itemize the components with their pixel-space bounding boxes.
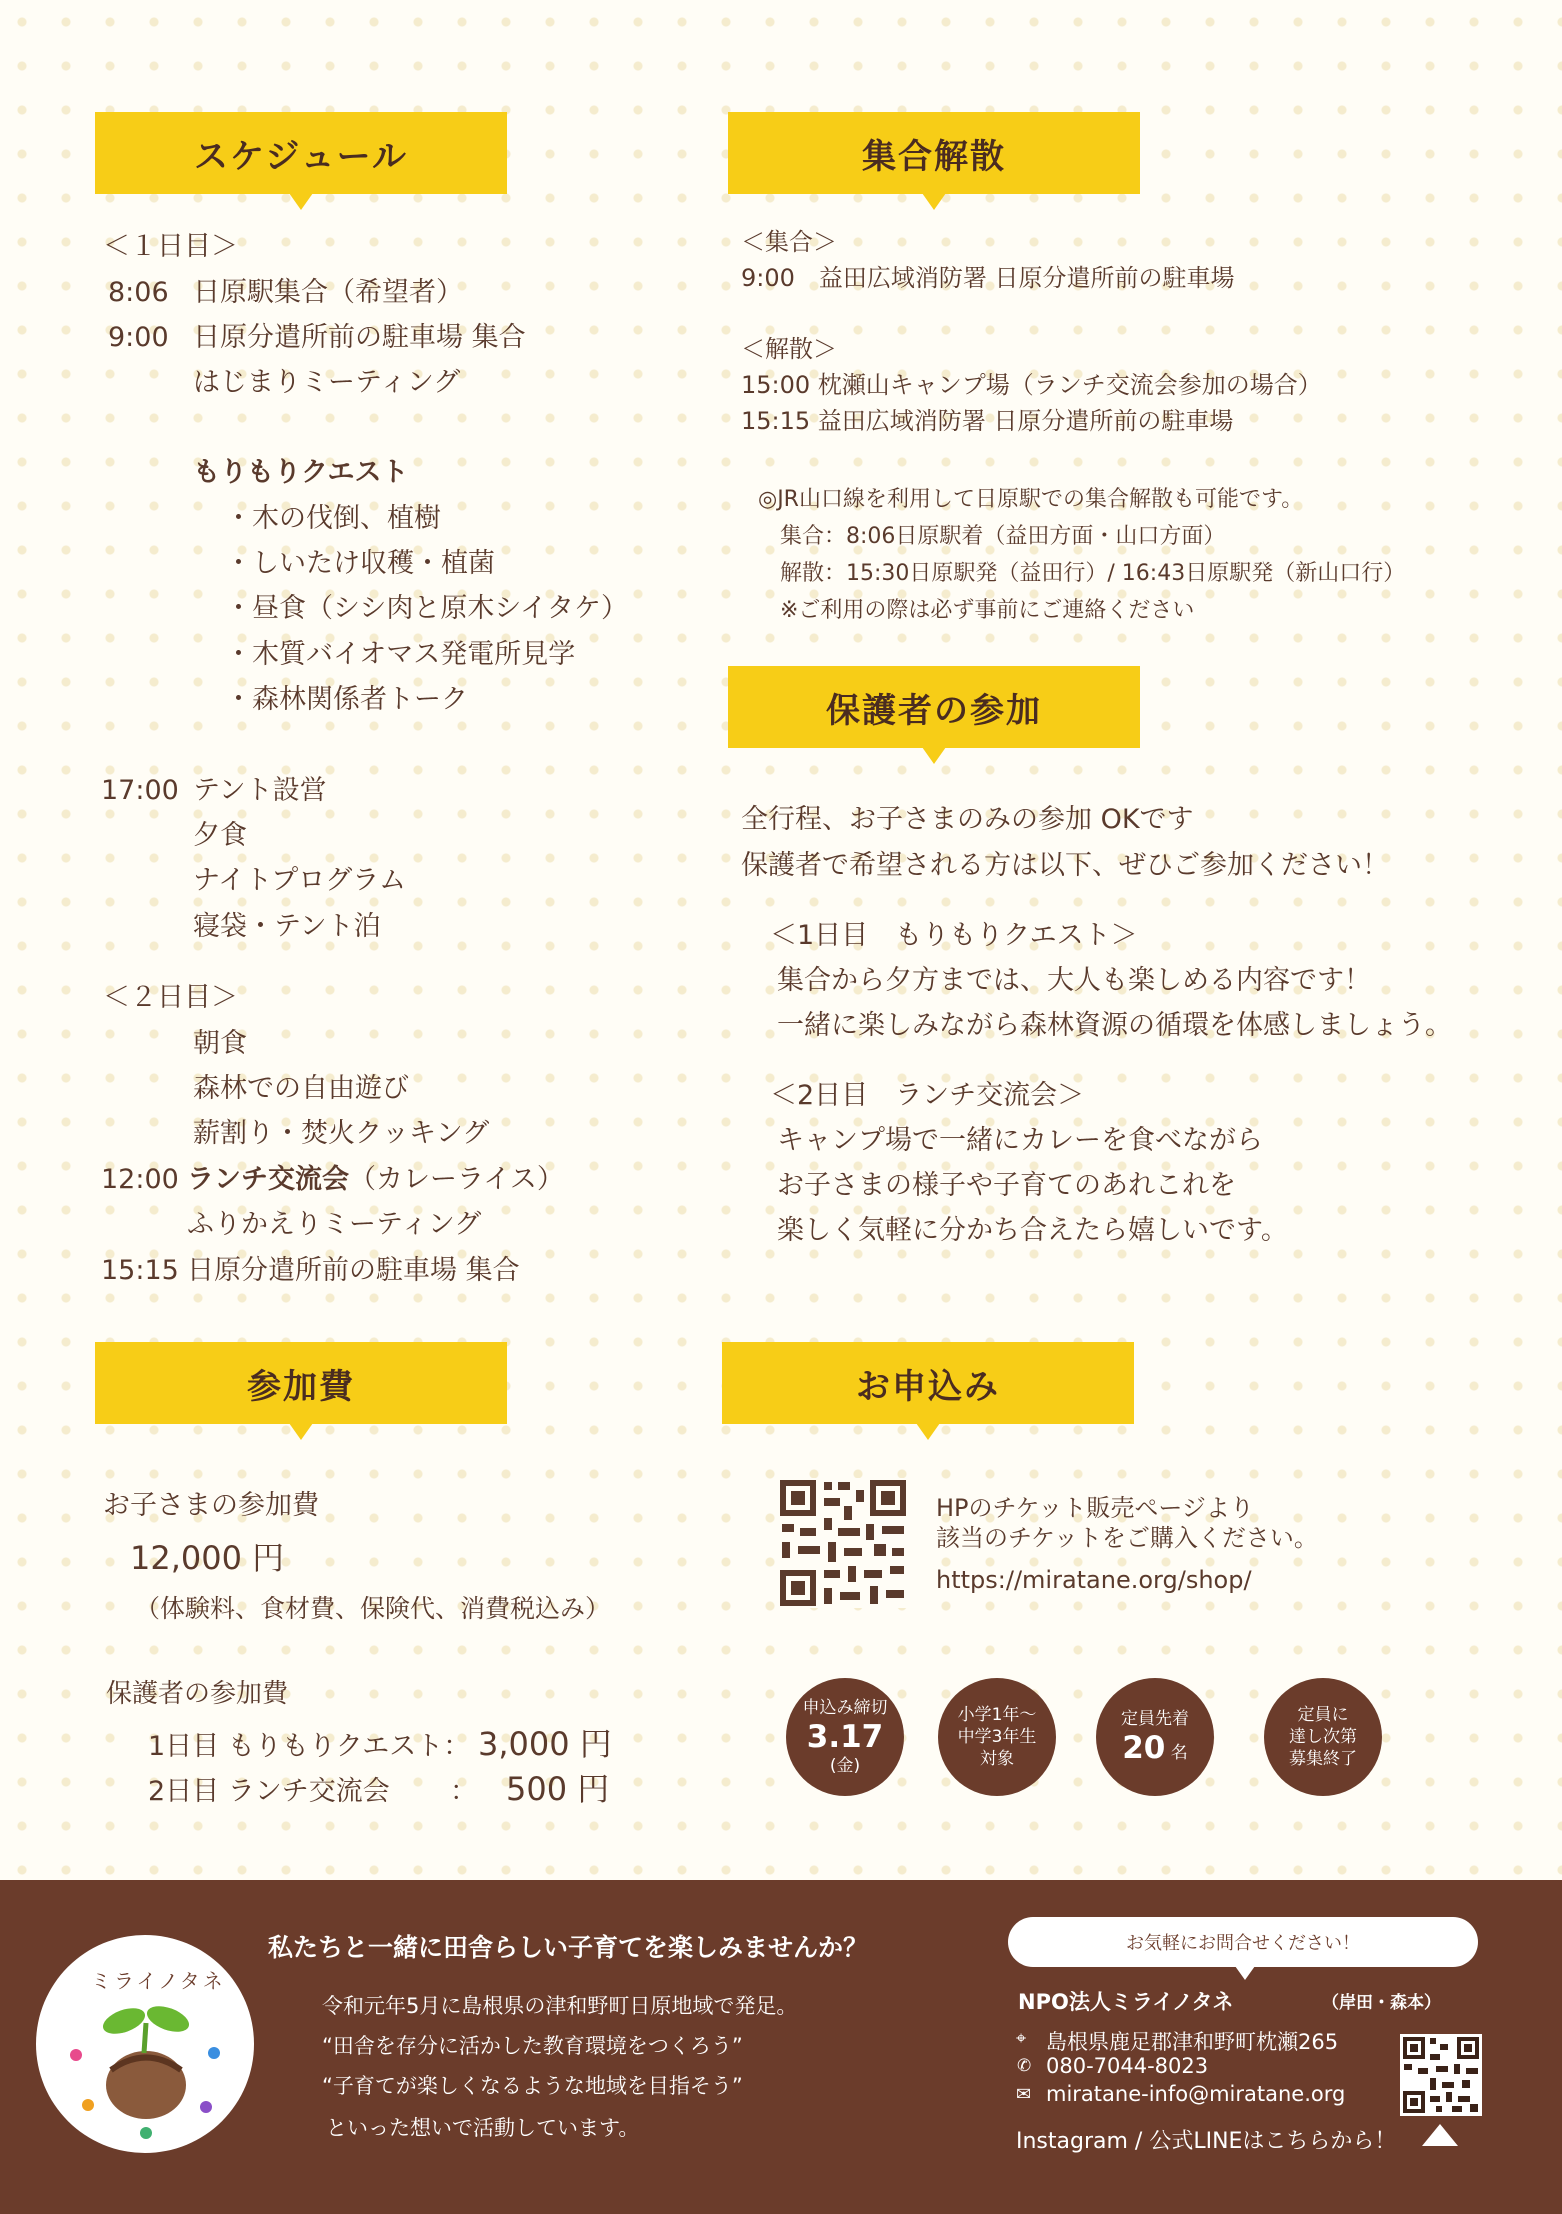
time-label: 8:06 <box>108 277 169 308</box>
parent-fee-day1-price: 3,000 円 <box>478 1725 612 1763</box>
target-line: 対象 <box>980 1749 1014 1769</box>
schedule-item: ナイトプログラム <box>193 865 407 896</box>
schedule-heading-text: スケジュール <box>194 136 408 177</box>
footer-about: “田舎を存分に活かした教育環境をつくろう” <box>322 2034 743 2058</box>
email[interactable]: miratane-info@miratane.org <box>1046 2082 1346 2106</box>
footer <box>0 1880 1562 2214</box>
quest-item: ・しいたけ収穫・植菌 <box>225 548 495 579</box>
apply-heading-text: お申込み <box>856 1366 1000 1407</box>
phone[interactable]: 080-7044-8023 <box>1046 2054 1209 2078</box>
contact-bubble-text: お気軽にお問合せください！ <box>1126 1933 1360 1954</box>
footer-about: といった想いで活動しています。 <box>326 2116 640 2140</box>
schedule-item: ふりかえりミーティング <box>187 1209 482 1240</box>
closing-line: 募集終了 <box>1289 1749 1357 1769</box>
apply-text: HPのチケット販売ページより <box>936 1494 1254 1522</box>
parent-fee-day2: 2日目 ランチ交流会 <box>148 1776 390 1807</box>
time-label: 17:00 <box>101 775 179 806</box>
meeting-heading-text: 集合解散 <box>862 136 1006 177</box>
train-note: ◎JR山口線を利用して日原駅での集合解散も可能です。 <box>758 487 1304 512</box>
quest-item: ・森林関係者トーク <box>225 684 468 715</box>
lunch-bold: ランチ交流会 <box>187 1164 349 1195</box>
parent-fee-day2-colon: ： <box>450 1776 477 1807</box>
schedule-item: 日原分遣所前の駐車場 集合 <box>193 322 526 353</box>
day1-label: ＜１日目＞ <box>103 231 238 262</box>
footer-about: “子育てが楽しくなるような地域を目指そう” <box>322 2074 743 2098</box>
phone-icon: ✆ <box>1017 2056 1032 2076</box>
apply-heading <box>722 1342 1134 1424</box>
address: 島根県鹿足郡津和野町枕瀬265 <box>1046 2030 1339 2054</box>
guardian-day2-text: キャンプ場で一緒にカレーを食べながら <box>777 1125 1263 1156</box>
triangle-up-icon <box>1422 2124 1458 2146</box>
target-line: 中学3年生 <box>957 1727 1037 1747</box>
schedule-item: 夕食 <box>193 820 247 851</box>
dismiss-line: 15:00 枕瀬山キャンプ場（ランチ交流会参加の場合） <box>741 371 1322 399</box>
child-fee-price: 12,000 円 <box>130 1539 285 1577</box>
time-label: 9:00 <box>108 322 169 353</box>
schedule-item <box>187 1157 564 1202</box>
train-note: 解散：15:30日原駅発（益田行）/ 16:43日原駅発（新山口行） <box>780 561 1406 586</box>
contact-bubble <box>1008 1917 1478 1967</box>
sns-qr-graphic <box>1400 2034 1482 2116</box>
schedule-item: 森林での自由遊び <box>193 1073 409 1104</box>
train-note: 集合：8:06日原駅着（益田方面・山口方面） <box>780 524 1226 549</box>
parent-fee-label: 保護者の参加費 <box>106 1679 289 1709</box>
capacity-badge <box>1096 1678 1214 1796</box>
guardian-day1-text: 一緒に楽しみながら森林資源の循環を体感しましょう。 <box>777 1010 1452 1041</box>
train-note: ※ご利用の際は必ず事前にご連絡ください <box>780 598 1195 623</box>
deadline-label: 申込み締切 <box>802 1698 888 1718</box>
sns-qr-code-icon[interactable] <box>1400 2034 1482 2116</box>
qr-code-graphic <box>778 1478 908 1608</box>
capacity-number: 20 <box>1122 1730 1166 1766</box>
closing-line: 定員に <box>1297 1705 1349 1725</box>
lunch-rest: （カレーライス） <box>349 1164 564 1195</box>
guardian-intro: 全行程、お子さまのみの参加 OKです <box>741 804 1194 835</box>
schedule-item: 朝食 <box>193 1028 247 1059</box>
qr-code-icon[interactable] <box>778 1478 908 1608</box>
quest-item: ・木質バイオマス発電所見学 <box>225 639 576 670</box>
schedule-item: テント設営 <box>193 775 327 806</box>
deadline-badge <box>786 1678 904 1796</box>
closing-badge <box>1264 1678 1382 1796</box>
quest-item: ・昼食（シシ肉と原木シイタケ） <box>225 593 628 624</box>
location-icon: ⌖ <box>1016 2028 1027 2049</box>
guardian-day2-text: お子さまの様子や子育てのあれこれを <box>777 1170 1236 1201</box>
logo <box>36 1935 254 2153</box>
capacity-label: 定員先着 <box>1121 1709 1189 1729</box>
fee-heading-text: 参加費 <box>247 1366 355 1407</box>
capacity-unit: 名 <box>1170 1743 1188 1763</box>
fee-heading <box>95 1342 507 1424</box>
org-name: NPO法人ミライノタネ <box>1018 1990 1234 2014</box>
schedule-item: 寝袋・テント泊 <box>193 911 381 942</box>
guardian-day1-text: 集合から夕方までは、大人も楽しめる内容です！ <box>777 965 1371 996</box>
quest-item: ・木の伐倒、植樹 <box>225 503 441 534</box>
schedule-item: はじまりミーティング <box>193 367 461 398</box>
time-label: 15:15 <box>101 1255 179 1286</box>
logo-text: ミライノタネ <box>91 1969 226 1993</box>
apply-text: 該当のチケットをご購入ください。 <box>936 1524 1318 1552</box>
mail-icon: ✉ <box>1016 2084 1032 2105</box>
guardian-day2-text: 楽しく気軽に分かち合えたら嬉しいです。 <box>777 1215 1288 1246</box>
sns-text[interactable]: Instagram / 公式LINEはこちらから！ <box>1016 2129 1397 2154</box>
dismiss-line: 15:15 益田広域消防署 日原分遣所前の駐車場 <box>741 407 1234 435</box>
target-line: 小学1年〜 <box>957 1705 1037 1725</box>
gather-label: ＜集合＞ <box>741 228 837 256</box>
time-label: 12:00 <box>101 1164 179 1195</box>
child-fee-note: （体験料、食材費、保険代、消費税込み） <box>135 1594 611 1623</box>
deadline-day: (金) <box>829 1756 861 1776</box>
closing-line: 達し次第 <box>1289 1727 1357 1747</box>
dismiss-label: ＜解散＞ <box>741 335 837 363</box>
guardian-heading <box>728 666 1140 748</box>
shop-link[interactable]: https://miratane.org/shop/ <box>936 1566 1252 1594</box>
quest-title: もりもりクエスト <box>193 457 409 488</box>
meeting-heading <box>728 112 1140 194</box>
schedule-item: 日原駅集合（希望者） <box>193 277 463 308</box>
schedule-item: 薪割り・焚火クッキング <box>193 1118 490 1149</box>
schedule-heading <box>95 112 507 194</box>
child-fee-label: お子さまの参加費 <box>103 1490 319 1521</box>
guardian-day1-label: ＜1日目 もりもりクエスト＞ <box>770 920 1138 951</box>
deadline-date: 3.17 <box>806 1719 884 1755</box>
schedule-item: 日原分遣所前の駐車場 集合 <box>187 1255 520 1286</box>
footer-about: 令和元年5月に島根県の津和野町日原地域で発足。 <box>322 1994 798 2018</box>
guardian-intro: 保護者で希望される方は以下、ぜひご参加ください！ <box>741 850 1389 881</box>
parent-fee-day2-price: 500 円 <box>506 1770 610 1808</box>
footer-tagline: 私たちと一緒に田舎らしい子育てを楽しみませんか？ <box>268 1933 869 1962</box>
day2-label: ＜２日目＞ <box>103 982 238 1013</box>
target-badge <box>938 1678 1056 1796</box>
guardian-heading-text: 保護者の参加 <box>826 690 1042 731</box>
gather-line: 9:00 益田広域消防署 日原分遣所前の駐車場 <box>741 264 1235 292</box>
bubble-tail <box>1235 1966 1255 1980</box>
guardian-day2-label: ＜2日目 ランチ交流会＞ <box>770 1080 1085 1111</box>
parent-fee-day1: 1日目 もりもりクエスト： <box>148 1731 471 1762</box>
org-staff: （岸田・森本） <box>1322 1993 1441 2013</box>
